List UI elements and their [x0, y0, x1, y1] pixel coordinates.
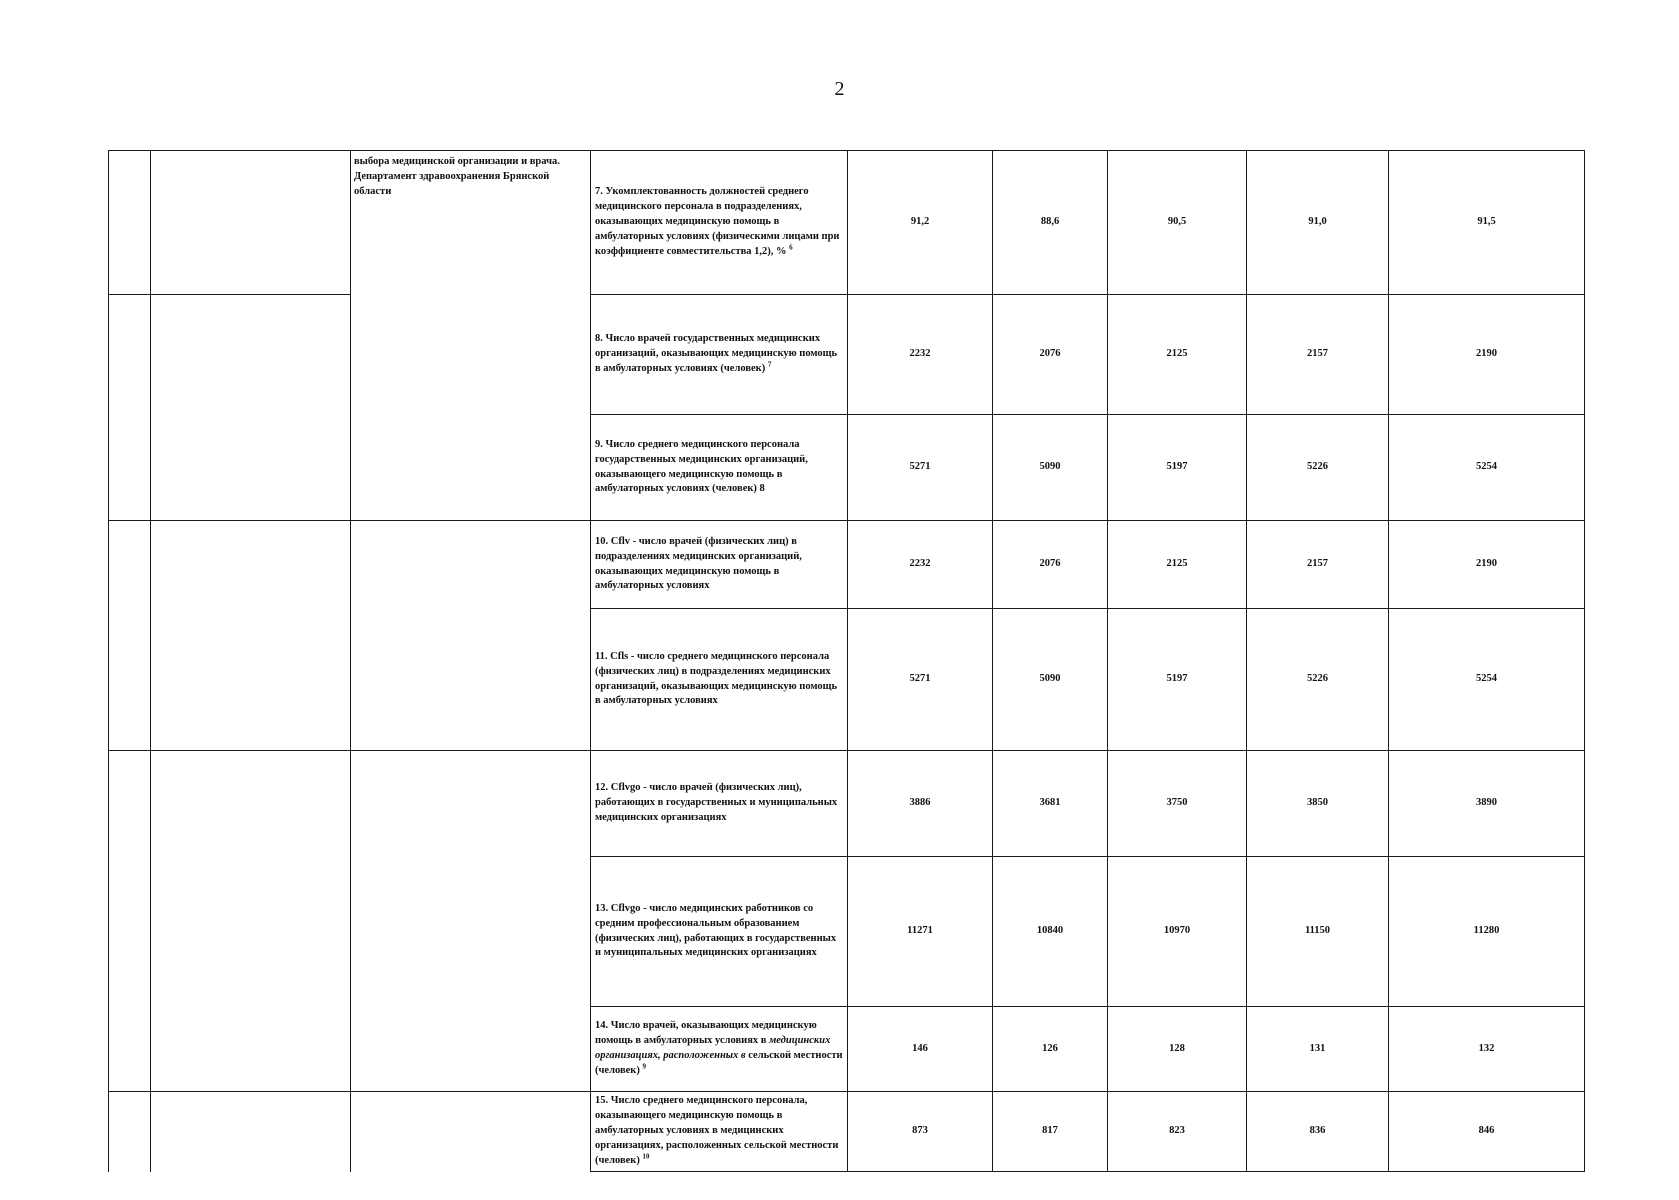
empty-cell: [151, 751, 351, 857]
empty-cell: [351, 857, 591, 1007]
indicators-table: [108, 150, 1585, 1172]
indicator-text: 9. Число среднего медицинского персонала государственных медицинских организаций, оказывающего медицинскую помощь в амбулаторных условиях (человек) 8: [595, 438, 808, 495]
indicator-text: 11. Cfls - число среднего медицинского персонала (физических лиц) в подразделениях медицинских организаций, оказывающих медицинскую помощь в амбулаторных условиях: [595, 650, 838, 707]
footnote-mark: 9: [642, 1062, 646, 1071]
empty-cell: [351, 521, 591, 609]
footnote-mark: 7: [767, 360, 772, 369]
value-cell: 3890: [1389, 751, 1585, 857]
value-cell: 5090: [993, 609, 1108, 751]
value-cell: 11271: [848, 857, 993, 1007]
value-cell: 5197: [1108, 415, 1247, 521]
value-cell: 2076: [993, 295, 1108, 415]
value-cell: 2190: [1389, 295, 1585, 415]
value-cell: 873: [848, 1092, 993, 1172]
empty-cell: [151, 295, 351, 415]
value-cell: 3681: [993, 751, 1108, 857]
value-cell: 88,6: [993, 151, 1108, 295]
empty-cell: [109, 751, 151, 857]
indicator-text: 14. Число врачей, оказывающих медицинскую помощь в амбулаторных условиях в: [595, 1020, 817, 1047]
table-row: [109, 151, 1585, 295]
indicator-text: 8. Число врачей государственных медицинских организаций, оказывающих медицинскую помощь в амбулаторных условиях (человек): [595, 333, 838, 374]
indicator-text: 15. Число среднего медицинского персонала, оказывающего медицинскую помощь в амбулаторных условиях в медицинских организациях, расположенных сельской местности (человек): [595, 1095, 839, 1166]
value-cell: 146: [848, 1007, 993, 1092]
value-cell: 91,2: [848, 151, 993, 295]
indicator-text: сельской местности (человек): [595, 1050, 843, 1076]
indicator-text: 13. Cflvgo - число медицинских работников со средним профессиональным образованием (физических лиц), работающих в государственных и муниципальных медицинских организациях: [595, 902, 837, 959]
value-cell: 2076: [993, 521, 1108, 609]
value-cell: 5090: [993, 415, 1108, 521]
table-row: [109, 295, 1585, 415]
indicator-text: 10. Cflv - число врачей (физических лиц) в подразделениях медицинских организаций, оказывающих медицинскую помощь в амбулаторных условиях: [595, 535, 802, 592]
value-cell: 91,0: [1247, 151, 1389, 295]
value-cell: 2157: [1247, 295, 1389, 415]
responsible-cell: [351, 151, 591, 295]
table-row: [109, 415, 1585, 521]
value-cell: 5254: [1389, 415, 1585, 521]
page-number: 2: [834, 78, 845, 100]
responsible-line: Департамент здравоохранения Брянской: [354, 170, 550, 182]
table-row: [109, 609, 1585, 751]
footnote-mark: 6: [789, 243, 793, 252]
value-cell: 5226: [1247, 609, 1389, 751]
value-cell: 2190: [1389, 521, 1585, 609]
indicator-cell: [591, 151, 848, 295]
indicator-text-italic: медицинских организациях, расположенных в: [595, 1035, 831, 1061]
empty-cell: [151, 1092, 351, 1172]
value-cell: 90,5: [1108, 151, 1247, 295]
value-cell: 91,5: [1389, 151, 1585, 295]
indicator-cell: [591, 295, 848, 415]
empty-cell: [151, 521, 351, 609]
empty-cell: [151, 857, 351, 1007]
value-cell: 2232: [848, 295, 993, 415]
value-cell: 836: [1247, 1092, 1389, 1172]
empty-cell: [109, 1092, 151, 1172]
table-row: [109, 521, 1585, 609]
value-cell: 5226: [1247, 415, 1389, 521]
value-cell: 10840: [993, 857, 1108, 1007]
empty-cell: [351, 415, 591, 521]
empty-cell: [109, 1007, 151, 1092]
empty-cell: [151, 1007, 351, 1092]
value-cell: 2232: [848, 521, 993, 609]
footnote-mark: 10: [642, 1152, 650, 1161]
value-cell: 10970: [1108, 857, 1247, 1007]
value-cell: 2125: [1108, 521, 1247, 609]
value-cell: 3850: [1247, 751, 1389, 857]
empty-cell: [351, 295, 591, 415]
indicator-cell: [591, 751, 848, 857]
empty-cell: [151, 415, 351, 521]
table-row: [109, 1092, 1585, 1172]
value-cell: 3886: [848, 751, 993, 857]
value-cell: 11150: [1247, 857, 1389, 1007]
value-cell: 823: [1108, 1092, 1247, 1172]
value-cell: 2125: [1108, 295, 1247, 415]
value-cell: 5254: [1389, 609, 1585, 751]
indicator-cell: [591, 609, 848, 751]
indicator-cell: [591, 1007, 848, 1092]
indicator-text: 7. Укомплектованность должностей среднего медицинского персонала в подразделениях, оказывающих медицинскую помощь в амбулаторных условиях (физическими лицами при коэффициенте совместительства 1,2), %: [595, 186, 840, 257]
empty-cell: [109, 295, 151, 415]
value-cell: 11280: [1389, 857, 1585, 1007]
table-row: [109, 751, 1585, 857]
value-cell: 132: [1389, 1007, 1585, 1092]
responsible-line: выбора медицинской организации и врача.: [354, 156, 560, 167]
empty-cell: [351, 751, 591, 857]
empty-cell: [351, 609, 591, 751]
table-row: [109, 1007, 1585, 1092]
empty-cell: [351, 1092, 591, 1172]
empty-cell: [151, 151, 351, 295]
empty-cell: [151, 609, 351, 751]
table-row: [109, 857, 1585, 1007]
indicator-text: 12. Cflvgo - число врачей (физических лиц), работающих в государственных и муниципальных медицинских организациях: [595, 782, 838, 823]
value-cell: 846: [1389, 1092, 1585, 1172]
empty-cell: [109, 857, 151, 1007]
value-cell: 5271: [848, 609, 993, 751]
empty-cell: [109, 151, 151, 295]
empty-cell: [109, 521, 151, 609]
responsible-line: области: [354, 185, 392, 197]
value-cell: 5197: [1108, 609, 1247, 751]
empty-cell: [109, 609, 151, 751]
empty-cell: [351, 1007, 591, 1092]
empty-cell: [109, 415, 151, 521]
value-cell: 3750: [1108, 751, 1247, 857]
value-cell: 817: [993, 1092, 1108, 1172]
indicator-cell: [591, 857, 848, 1007]
value-cell: 131: [1247, 1007, 1389, 1092]
indicator-cell: [591, 1092, 848, 1172]
indicator-cell: [591, 415, 848, 521]
value-cell: 126: [993, 1007, 1108, 1092]
value-cell: 5271: [848, 415, 993, 521]
indicator-cell: [591, 521, 848, 609]
value-cell: 2157: [1247, 521, 1389, 609]
value-cell: 128: [1108, 1007, 1247, 1092]
